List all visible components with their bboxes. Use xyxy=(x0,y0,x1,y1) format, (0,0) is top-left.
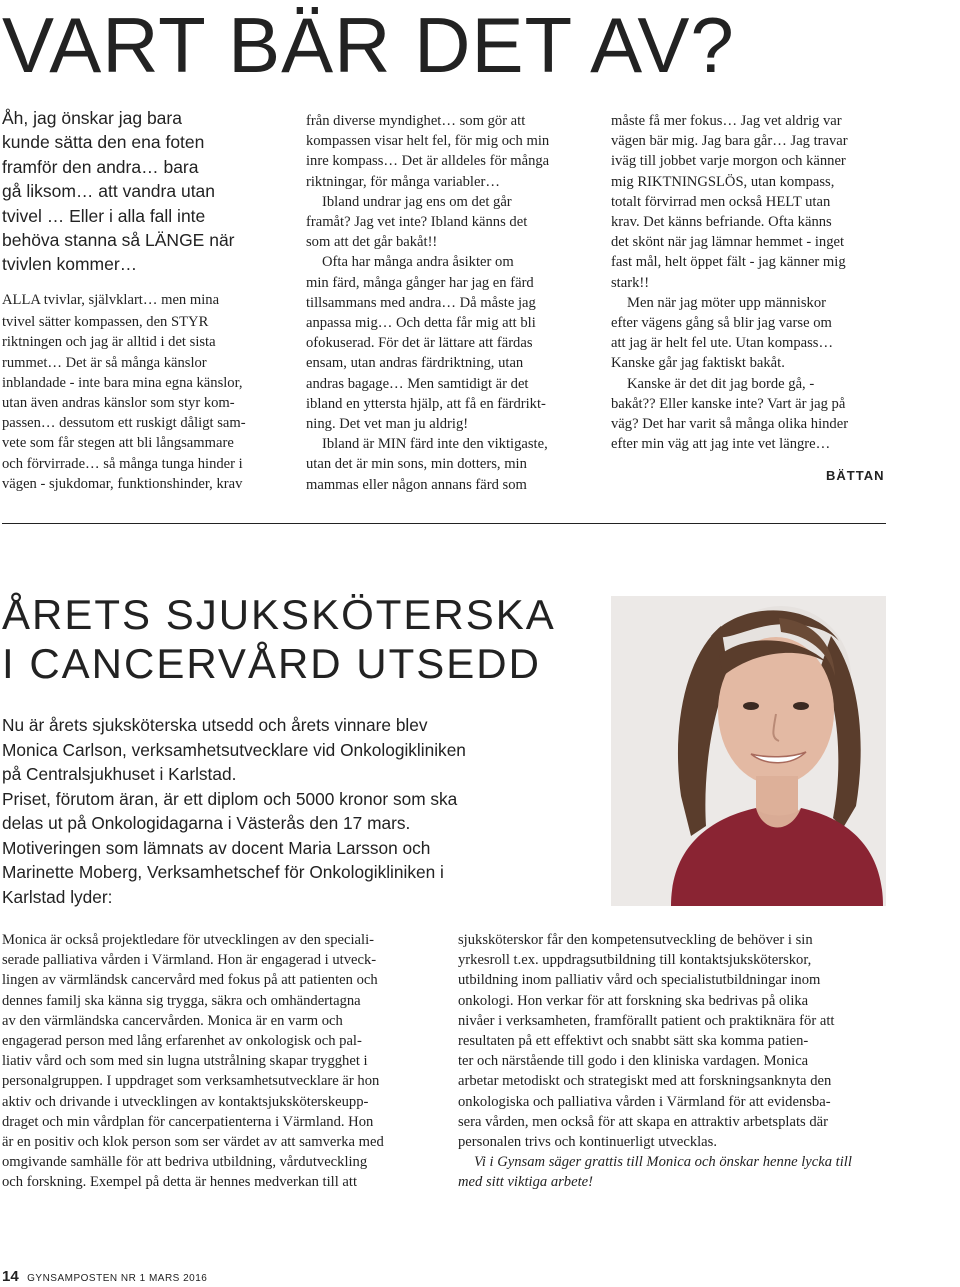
lead-line: Marinette Moberg, Verksamhetschef för Onkologikliniken i xyxy=(2,862,444,882)
body-line: onkologiska och palliativa vården i Värmland för att evidensba- xyxy=(458,1093,831,1110)
body-line: efter min väg att jag inte vet längre… xyxy=(611,436,831,453)
article-column-3 xyxy=(611,111,896,454)
body-line: vägen - sjukdomar, funktionshinder, krav xyxy=(2,475,243,492)
body-line: och förvirrade… så många tunga hinder i xyxy=(2,455,243,472)
intro-line: gå liksom… att vandra utan xyxy=(2,181,216,202)
body-line: onkologi. Hon verkar för att forskning ska bedrivas på olika xyxy=(458,992,809,1009)
closing-line: Vi i Gynsam säger grattis till Monica och önskar henne lycka till xyxy=(474,1154,852,1171)
body-line: totalt förvirrad men också HELT utan xyxy=(611,193,831,210)
body-line: andras bagage… Men samtidigt är det xyxy=(306,375,529,392)
article-column-1 xyxy=(2,290,287,494)
body-line: dennes familj ska känna sig trygga, säkra och omhändertagna xyxy=(2,992,361,1009)
body-line: som att det går bakåt!! xyxy=(306,234,438,251)
body-line: Kanske är det dit jag borde gå, - xyxy=(627,375,815,392)
lead-line: Monica Carlson, verksamhetsutvecklare vid Onkologikliniken xyxy=(2,739,466,760)
body-line: arbetar metodiskt och strategiskt med att forskningsanknyta den xyxy=(458,1073,832,1090)
body-line: Ofta har många andra åsikter om xyxy=(322,254,514,271)
body-line: kompassen visar helt fel, för mig och min xyxy=(306,133,550,150)
intro-line: Åh, jag önskar jag bara xyxy=(2,108,182,128)
body-line: tillsammans med andra… Då måste jag xyxy=(306,294,536,311)
body-line: och forskning. Exempel på detta är hennes medverkan till att xyxy=(2,1174,357,1191)
body-line: ofokuserad. För det är lättare att färdas xyxy=(306,335,533,352)
body-line: bakåt?? Eller kanske inte? Vart är jag på xyxy=(611,395,846,412)
body-line: yrkesroll t.ex. uppdragsutbildning till kontaktsjuksköterskor, xyxy=(458,952,812,969)
body-line: utan även andras känslor som styr kom- xyxy=(2,395,235,412)
lead-line: Nu är årets sjuksköterska utsedd och årets vinnare blev xyxy=(2,715,428,735)
body-line: inblandade - inte bara mina egna känslor, xyxy=(2,374,243,391)
body-line: utan det är min sons, min dotters, min xyxy=(306,456,527,473)
body-line: ibland en yttersta hjälp, att få en färdrikt- xyxy=(306,395,546,412)
headline-line: I CANCERVÅRD UTSEDD xyxy=(2,640,541,687)
article-headline: VART BÄR DET AV? xyxy=(2,1,735,89)
body-line: framåt? Jag vet inte? Ibland känns det xyxy=(306,214,528,231)
article-intro xyxy=(2,106,282,277)
body-line: ensam, utan andras färdriktning, utan xyxy=(306,355,524,372)
body-line: att jag är helt fel ute. Utan kompass… xyxy=(611,335,834,352)
section-divider xyxy=(2,523,886,524)
lead-line: på Centralsjukhuset i Karlstad. xyxy=(2,764,237,784)
body-line: anpassa mig… Och detta får mig att bli xyxy=(306,315,536,332)
body-line: mammas eller någon annans färd som xyxy=(306,476,527,493)
body-line: passen… dessutom ett ruskigt dåligt sam- xyxy=(2,415,246,432)
intro-line: tvivel … Eller i alla fall inte xyxy=(2,205,206,226)
body-line: Men när jag möter upp människor xyxy=(627,294,826,311)
body-line: riktningen och jag är alltid i det sista xyxy=(2,334,216,351)
body-line: min färd, många gånger har jag en färd xyxy=(306,274,534,291)
article-column-2 xyxy=(306,111,591,495)
body-line: serade palliativa vården i Värmland. Hon är engagerad i utveck- xyxy=(2,952,377,969)
closing-line: med sitt viktiga arbete! xyxy=(458,1174,593,1191)
award-headline xyxy=(2,590,556,688)
body-line: lingen av värmländsk cancervård med fokus på att patienten och xyxy=(2,972,378,989)
body-line: nivåer i verksamheten, framförallt patient och praktiknära för att xyxy=(458,1012,835,1029)
body-line: resultaten på ett effektivt och snabbt sätt ska komma patien- xyxy=(458,1033,809,1050)
body-line: Kanske går jag faktiskt bakåt. xyxy=(611,355,785,372)
body-line: personalen trivs och kontinuerligt utvecklas. xyxy=(458,1134,717,1151)
body-line: utbildning inom palliativ vård och specialistutbildningar inom xyxy=(458,972,821,989)
body-line: engagerad person med lång erfarenhet av onkologisk och pal- xyxy=(2,1033,362,1050)
body-line: mig RIKTNINGSLÖS, utan kompass, xyxy=(611,173,835,190)
body-line: rummet… Det är så många känslor xyxy=(2,354,207,371)
award-body-column-2 xyxy=(458,930,898,1193)
headline-line: ÅRETS SJUKSKÖTERSKA xyxy=(2,591,556,638)
body-line: vägen bär mig. Jag bara går… Jag travar xyxy=(611,133,848,150)
body-line: måste få mer fokus… Jag vet aldrig var xyxy=(611,113,842,129)
portrait-photo xyxy=(611,596,886,906)
body-line: personalgruppen. I uppdraget som verksamhetsutvecklare är hon xyxy=(2,1073,380,1090)
body-line: inre kompass… Det är alldeles för många xyxy=(306,153,550,170)
award-lead xyxy=(2,713,592,909)
intro-line: behöva stanna så LÄNGE när xyxy=(2,230,235,251)
body-line: fast mål, helt öppet fält - jag känner mig xyxy=(611,254,846,271)
body-line: omgivande samhälle för att bedriva utbildning, vårdutveckling xyxy=(2,1154,368,1171)
intro-line: kunde sätta den ena foten xyxy=(2,132,205,153)
body-line: ALLA tvivlar, självklart… men mina xyxy=(2,292,220,308)
page-footer xyxy=(2,1268,207,1286)
body-line: av den värmländska cancervården. Monica är en varm och xyxy=(2,1012,343,1029)
lead-line: Karlstad lyder: xyxy=(2,886,113,907)
body-line: aktiv och drivande i utvecklingen av kontaktsjuksköterskeupp- xyxy=(2,1093,369,1110)
body-line: tvivel sätter kompassen, den STYR xyxy=(2,314,209,331)
body-line: är en positiv och klok person som ser värdet av att samverka med xyxy=(2,1134,384,1151)
award-body-column-1 xyxy=(2,930,442,1193)
body-line: draget och min vårdplan för cancerpatienterna i Värmland. Hon xyxy=(2,1113,374,1130)
intro-line: tvivlen kommer… xyxy=(2,254,138,275)
lead-line: delas ut på Onkologidagarna i Västerås den 17 mars. xyxy=(2,813,411,833)
body-line: vete som får stegen att bli långsammare xyxy=(2,435,234,452)
page-number: 14 xyxy=(2,1268,19,1285)
body-line: iväg till jobbet varje morgon och känner xyxy=(611,153,846,170)
body-line: ning. Det vet man ju aldrig! xyxy=(306,416,469,433)
body-line: väg? Det har varit så många olika hinder xyxy=(611,416,849,433)
body-line: ter och närstående till godo i den kliniska vardagen. Monica xyxy=(458,1053,809,1070)
body-line: det skönt när jag lämnar hemmet - inget xyxy=(611,234,845,251)
body-line: riktningar, för många variabler… xyxy=(306,173,500,190)
body-line: sjuksköterskor får den kompetensutveckling de behöver i sin xyxy=(458,932,813,948)
body-line: Monica är också projektledare för utvecklingen av den speciali- xyxy=(2,932,374,948)
lead-line: Priset, förutom äran, är ett diplom och 5000 kronor som ska xyxy=(2,788,458,809)
body-line: stark!! xyxy=(611,274,650,291)
body-line: Ibland undrar jag ens om det går xyxy=(322,193,512,210)
body-line: liativ vård och som med sin lugna utstrålning skapar trygghet i xyxy=(2,1053,368,1070)
body-line: från diverse myndighet… som gör att xyxy=(306,113,526,129)
intro-line: framför den andra… bara xyxy=(2,156,199,177)
body-line: krav. Det känns befriande. Ofta känns xyxy=(611,214,832,231)
body-line: sera vården, men också för att skapa en attraktiv arbetsplats där xyxy=(458,1113,828,1130)
author-signature: BÄTTAN xyxy=(826,468,885,483)
lead-line: Motiveringen som lämnats av docent Maria Larsson och xyxy=(2,837,431,858)
body-line: efter vägens gång så blir jag varse om xyxy=(611,315,832,332)
publication-name: GYNSAMPOSTEN NR 1 MARS 2016 xyxy=(27,1273,208,1284)
body-line: Ibland är MIN färd inte den viktigaste, xyxy=(322,436,548,453)
